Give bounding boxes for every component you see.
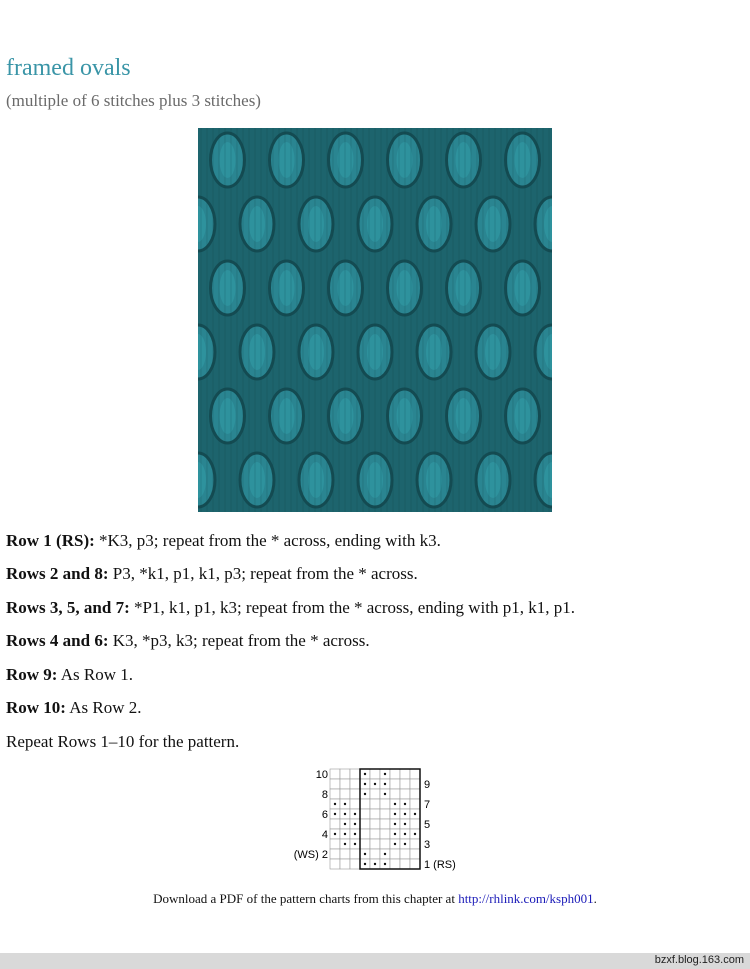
instruction-row <box>6 698 142 718</box>
instruction-row <box>6 531 441 551</box>
chart-row-label: 1 (RS) <box>424 859 456 871</box>
instruction-text: As Row 2. <box>65 698 142 717</box>
instruction-text: K3, *p3, k3; repeat from the * across. <box>108 631 370 650</box>
knit-swatch-image <box>198 128 552 512</box>
instruction-row <box>6 564 418 584</box>
chart-row-label: (WS) 2 <box>293 849 328 861</box>
instruction-text: Repeat Rows 1–10 for the pattern. <box>6 732 240 751</box>
instruction-row <box>6 665 133 685</box>
watermark-text: bzxf.blog.163.com <box>654 954 744 966</box>
chart-row-label: 8 <box>321 789 328 801</box>
chart-row-label: 4 <box>321 829 328 841</box>
chart-row-label: 5 <box>424 819 431 831</box>
chart-row-label: 7 <box>424 799 431 811</box>
instruction-label: Rows 3, 5, and 7: <box>6 598 130 617</box>
instruction-label: Rows 4 and 6: <box>6 631 109 650</box>
instruction-row <box>6 598 575 618</box>
instruction-label: Row 9: <box>6 665 58 684</box>
chart-row-label: 10 <box>315 769 328 781</box>
instruction-label: Row 1 (RS): <box>6 531 95 550</box>
pdf-download-link[interactable]: http://rhlink.com/ksph001 <box>458 891 594 906</box>
knit-swatch-photo <box>198 128 552 512</box>
chart-row-label: 9 <box>424 779 431 791</box>
stitch-chart <box>285 765 465 875</box>
download-note-end: . <box>593 891 597 906</box>
instruction-text: As Row 1. <box>57 665 134 684</box>
watermark-bar <box>0 953 750 969</box>
chart-row-label: 3 <box>424 839 431 851</box>
instruction-text: P3, *k1, p1, k1, p3; repeat from the * across. <box>108 564 418 583</box>
page-subtitle: (multiple of 6 stitches plus 3 stitches) <box>6 91 261 110</box>
download-note <box>0 891 750 907</box>
instruction-label: Row 10: <box>6 698 66 717</box>
page-title: framed ovals <box>6 55 131 81</box>
chart-row-label: 6 <box>321 809 328 821</box>
instruction-row <box>6 631 370 651</box>
download-note-text: Download a PDF of the pattern charts from this chapter at <box>153 891 459 906</box>
instruction-text: *K3, p3; repeat from the * across, ending with k3. <box>94 531 441 550</box>
instruction-text: *P1, k1, p1, k3; repeat from the * across, ending with p1, k1, p1. <box>129 598 575 617</box>
instruction-row <box>6 732 239 752</box>
instruction-label: Rows 2 and 8: <box>6 564 109 583</box>
